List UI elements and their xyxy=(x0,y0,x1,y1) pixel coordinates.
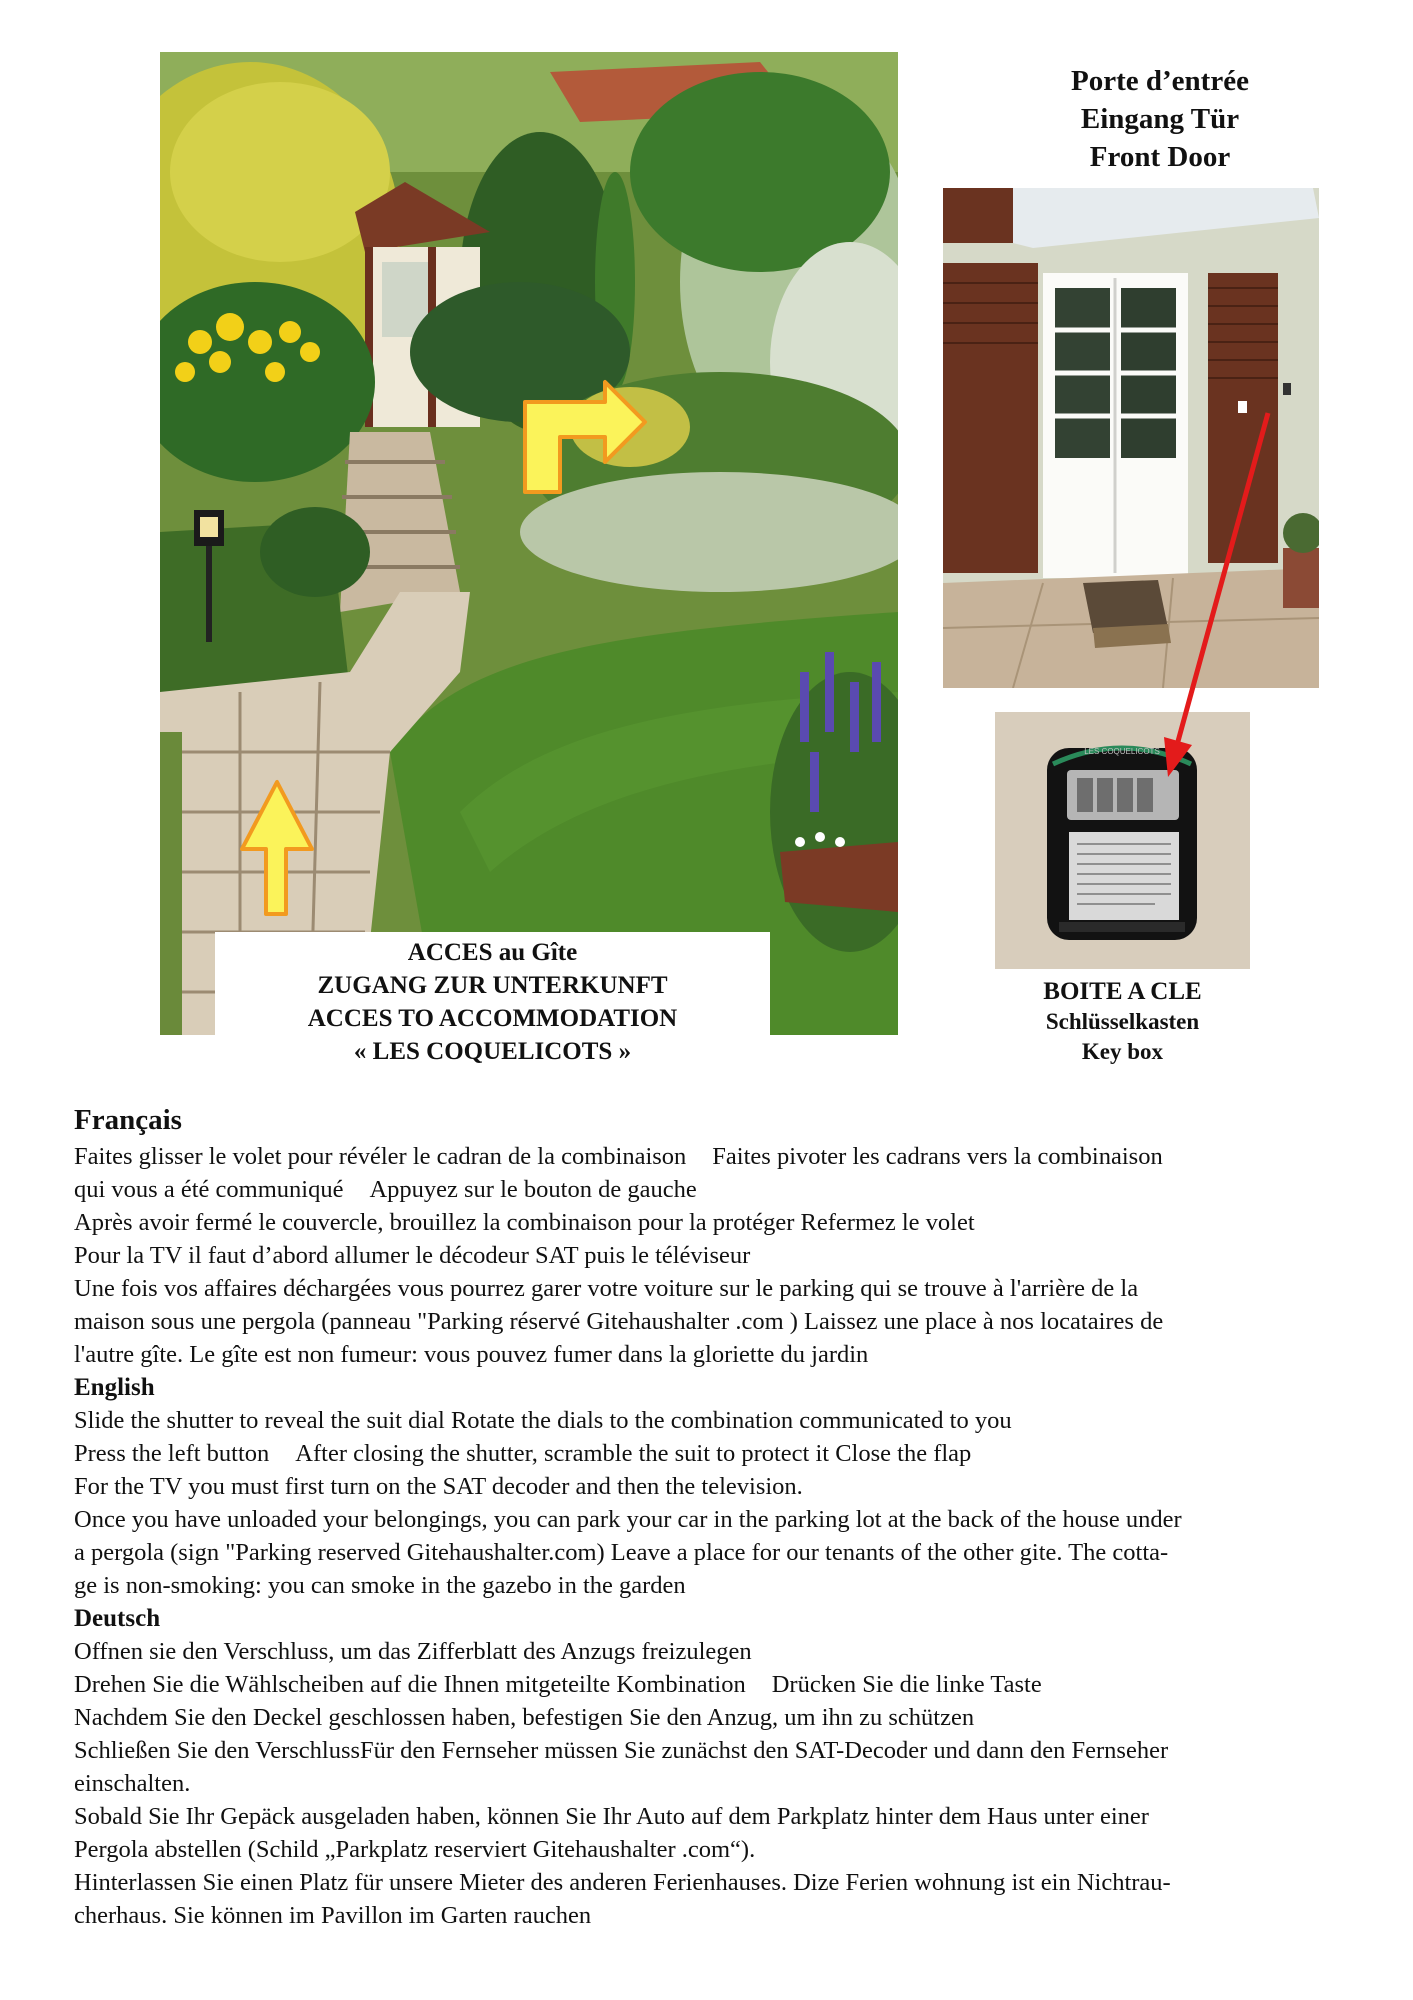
de-line: Hinterlassen Sie einen Platz für unsere Mieter des anderen Ferienhauses. Dize Ferien wohnung ist ein Nichtrau- xyxy=(74,1869,1171,1896)
instructions xyxy=(74,1100,1374,1932)
en-line: Press the left button After closing the shutter, scramble the suit to protect it Close the flap xyxy=(74,1440,972,1467)
de-line: Pergola abstellen (Schild „Parkplatz reserviert Gitehaushalter .com“). xyxy=(74,1836,756,1863)
fr-line: Après avoir fermé le couvercle, brouillez la combinaison pour la protéger Refermez le volet xyxy=(74,1209,975,1236)
de-line: einschalten. xyxy=(74,1770,191,1797)
key-box-photo xyxy=(995,712,1250,969)
door-title-de: Eingang Tür xyxy=(1080,103,1240,135)
fr-line: Une fois vos affaires déchargées vous pourrez garer votre voiture sur le parking qui se trouve à l'arrière de la xyxy=(74,1275,1139,1302)
door-title xyxy=(1020,62,1300,176)
en-line: ge is non-smoking: you can smoke in the gazebo in the garden xyxy=(74,1572,686,1599)
door-title-en: Front Door xyxy=(1089,141,1231,173)
caption-line-name: « LES COQUELICOTS » xyxy=(353,1038,632,1065)
fr-line: Faites glisser le volet pour révéler le cadran de la combinaison Faites pivoter les cadrans vers la combinaison xyxy=(74,1143,1163,1170)
garden-photo xyxy=(160,52,898,1035)
heading-francais: Français xyxy=(74,1104,182,1136)
fr-line: qui vous a été communiqué Appuyez sur le bouton de gauche xyxy=(74,1176,697,1203)
fr-line: l'autre gîte. Le gîte est non fumeur: vous pouvez fumer dans la gloriette du jardin xyxy=(74,1341,869,1368)
de-line: Schließen Sie den VerschlussFür den Fernseher müssen Sie zunächst den SAT-Decoder und dann den Fernseher xyxy=(74,1737,1169,1764)
keybox-caption-en: Key box xyxy=(1081,1039,1164,1064)
de-line: Offnen sie den Verschluss, um das Zifferblatt des Anzugs freizulegen xyxy=(74,1638,752,1665)
de-line: Nachdem Sie den Deckel geschlossen haben, befestigen Sie den Anzug, um ihn zu schützen xyxy=(74,1704,975,1731)
keybox-brand-text: LES COQUELICOTS xyxy=(1084,747,1160,756)
fr-line: maison sous une pergola (panneau "Parking réservé Gitehaushalter .com ) Laissez une place à nos locataires de xyxy=(74,1308,1164,1335)
en-line: For the TV you must first turn on the SAT decoder and then the television. xyxy=(74,1473,803,1500)
fr-line: Pour la TV il faut d’abord allumer le décodeur SAT puis le téléviseur xyxy=(74,1242,751,1269)
caption-line-de: ZUGANG ZUR UNTERKUNFT xyxy=(317,972,668,999)
garden-caption xyxy=(215,932,770,1082)
de-line: Drehen Sie die Wählscheiben auf die Ihnen mitgeteilte Kombination Drücken Sie die linke Taste xyxy=(74,1671,1042,1698)
keybox-caption-fr: BOITE A CLE xyxy=(1043,978,1202,1005)
keybox-caption-de: Schlüsselkasten xyxy=(1045,1009,1200,1034)
door-title-fr: Porte d’entrée xyxy=(1071,65,1249,97)
key-box-caption xyxy=(995,977,1250,1067)
de-line: Sobald Sie Ihr Gepäck ausgeladen haben, können Sie Ihr Auto auf dem Parkplatz hinter dem Haus unter einer xyxy=(74,1803,1149,1830)
front-door-photo xyxy=(943,188,1319,688)
en-line: Once you have unloaded your belongings, you can park your car in the parking lot at the back of the house under xyxy=(74,1506,1182,1533)
en-line: Slide the shutter to reveal the suit dial Rotate the dials to the combination communicated to you xyxy=(74,1407,1012,1434)
en-line: a pergola (sign "Parking reserved Gitehaushalter.com) Leave a place for our tenants of the other gite. The cotta- xyxy=(74,1539,1169,1566)
caption-line-en: ACCES TO ACCOMMODATION xyxy=(307,1005,678,1032)
caption-line-fr: ACCES au Gîte xyxy=(407,939,578,966)
de-line: cherhaus. Sie können im Pavillon im Garten rauchen xyxy=(74,1902,592,1929)
heading-deutsch: Deutsch xyxy=(74,1605,161,1632)
heading-english: English xyxy=(74,1374,155,1401)
